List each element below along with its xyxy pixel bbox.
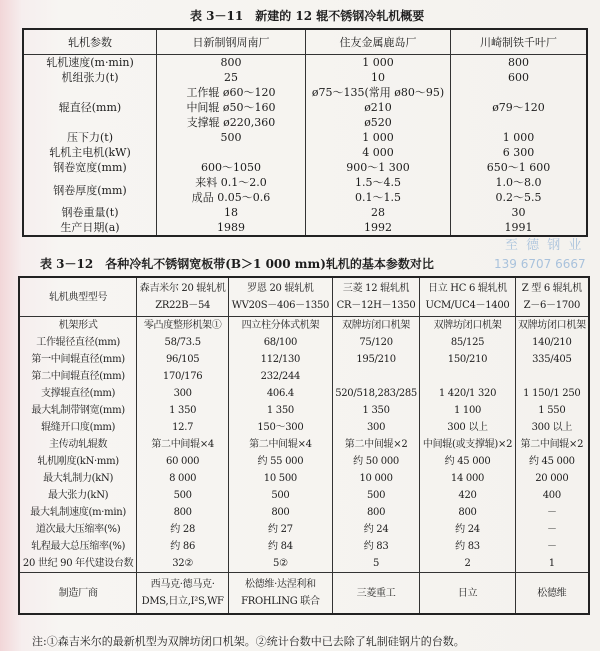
footnote: 注:①森吉米尔的最新机型为双牌坊闭口机架。②统计台数中已去除了轧制硅钢片的台数。 <box>32 635 465 648</box>
table-cell: 335/405 <box>515 351 589 368</box>
table-cell: 150～300 <box>229 419 333 436</box>
table-row <box>19 504 589 521</box>
cell-line: ø520 <box>364 116 392 129</box>
table-cell: 32② <box>137 555 229 573</box>
table-cell: 68/100 <box>229 334 333 351</box>
table-cell <box>332 368 420 385</box>
table-row <box>19 555 589 573</box>
row-label: 支撑辊直径(mm) <box>19 385 137 402</box>
table-cell: 150/210 <box>420 351 515 368</box>
table-cell: 195/210 <box>332 351 420 368</box>
table-row <box>19 521 589 538</box>
table-cell <box>306 130 451 145</box>
table-cell: 500 <box>332 487 420 504</box>
table-cell: 96/105 <box>137 351 229 368</box>
table-cell: 60 000 <box>137 453 229 470</box>
header-row <box>23 29 587 55</box>
table-cell <box>451 175 588 205</box>
table-cell: 第二中间辊×4 <box>137 436 229 453</box>
table-cell: 8 000 <box>137 470 229 487</box>
row-label <box>23 160 157 175</box>
row-label: 道次最大压缩率(%) <box>19 521 137 538</box>
table-row <box>19 453 589 470</box>
row-label: 轧机刚度(kN·mm) <box>19 453 137 470</box>
cell-line: 支撑辊 ø220,360 <box>186 116 276 129</box>
table-cell: 约 55 000 <box>229 453 333 470</box>
table-cell: 1 350 <box>229 402 333 419</box>
table-cell: 520/518,283/285 <box>332 385 420 402</box>
table-cell <box>306 85 451 130</box>
table-cell <box>157 145 306 160</box>
cell-line: 日立 <box>457 587 478 599</box>
table-cell: 300 以上 <box>515 419 589 436</box>
cell-line: 1.0～8.0 <box>495 176 542 189</box>
cell-line: CR－12H－1350 <box>336 300 416 311</box>
table-cell: 20 000 <box>515 470 589 487</box>
cell-line: 800 <box>220 56 242 69</box>
column-header: 轧机参数 <box>23 29 157 55</box>
table-cell: 58/73.5 <box>137 334 229 351</box>
table-cell: 第二中间辊×2 <box>332 436 420 453</box>
cell-line: 25 <box>224 71 238 84</box>
table-row <box>19 538 589 555</box>
table-cell: 85/125 <box>420 334 515 351</box>
table-cell <box>157 160 306 175</box>
table-cell <box>306 145 451 160</box>
table-row <box>23 85 587 130</box>
table-cell: 800 <box>420 504 515 521</box>
table-cell: 232/244 <box>229 368 333 385</box>
row-label <box>23 220 157 236</box>
table-row <box>19 402 589 419</box>
watermark-phone: 139 6707 6667 <box>494 257 586 271</box>
table-cell: 300 <box>137 385 229 402</box>
cell-line: 生产日期(a) <box>60 221 120 234</box>
table-cell <box>157 130 306 145</box>
table-cell: 5② <box>229 555 333 573</box>
table-cell <box>451 160 588 175</box>
cell-line: 6 300 <box>502 146 535 159</box>
row-label: 最大轧制速度(m·min) <box>19 504 137 521</box>
cell-line: 工作辊 ø60～120 <box>186 86 276 99</box>
watermark-text: 至 德 钢 业 <box>505 238 584 253</box>
table-row <box>19 470 589 487</box>
table-cell: 1 100 <box>420 402 515 419</box>
cell-line: 轧机主电机(kW) <box>49 146 131 159</box>
cell-line: 30 <box>511 206 526 219</box>
table-cell <box>420 368 515 385</box>
table-cell: － <box>515 521 589 538</box>
table-3-11 <box>22 28 588 237</box>
row-label <box>23 130 157 145</box>
row-label <box>23 85 157 130</box>
table-row <box>19 334 589 351</box>
table-row <box>23 130 587 145</box>
row-label: 最大轧制带钢宽(mm) <box>19 402 137 419</box>
table-cell: 约 86 <box>137 538 229 555</box>
table-row <box>23 70 587 85</box>
table-row <box>19 487 589 504</box>
row-label <box>23 175 157 205</box>
table-cell <box>451 70 588 85</box>
row-label: 工作辊径直径(mm) <box>19 334 137 351</box>
table-cell: 1 350 <box>137 402 229 419</box>
cell-line: 中间辊 ø50～160 <box>186 101 276 114</box>
cell-line: UCM/UC4－1400 <box>425 300 510 311</box>
table-row <box>19 351 589 368</box>
table-cell: 14 000 <box>420 470 515 487</box>
table-cell <box>157 175 306 205</box>
row-label <box>23 55 157 71</box>
table-cell <box>157 220 306 236</box>
cell-line: 4 000 <box>362 146 394 159</box>
cell-line: 650～1 600 <box>486 161 551 174</box>
table-cell: 1 420/1 320 <box>420 385 515 402</box>
table-cell: 约 50 000 <box>332 453 420 470</box>
table-cell: 约 83 <box>332 538 420 555</box>
table-row <box>23 205 587 220</box>
table-cell: 800 <box>229 504 333 521</box>
row-label <box>19 573 137 615</box>
cell-line: 日立 HC 6 辊轧机 <box>428 283 507 294</box>
table-cell <box>451 145 588 160</box>
table-3-12 <box>18 276 590 615</box>
cell-line: 松德维 <box>537 587 567 599</box>
row-label: 第二中间辊直径(mm) <box>19 368 137 385</box>
cell-line: 辊直径(mm) <box>58 101 122 114</box>
table-row <box>19 419 589 436</box>
row-label: 最大张力(kN) <box>19 487 137 504</box>
row-label: 第一中间辊直径(mm) <box>19 351 137 368</box>
table-cell <box>332 573 420 615</box>
cell-line: 制造厂商 <box>58 587 98 599</box>
cell-line: 1989 <box>217 221 245 234</box>
table-cell <box>157 70 306 85</box>
table-cell <box>137 573 229 615</box>
cell-line: DMS,日立,I²S,WF <box>141 596 224 607</box>
row-label: 20 世纪 90 年代建设台数 <box>19 555 137 573</box>
column-header: 住友金属鹿岛厂 <box>306 29 451 55</box>
table-cell: 零凸度整形机架① <box>137 317 229 335</box>
row-label: 最大轧制力(kN) <box>19 470 137 487</box>
table-cell <box>451 130 588 145</box>
cell-line: 钢卷厚度(mm) <box>53 183 127 197</box>
table-cell: 约 24 <box>420 521 515 538</box>
cell-line: ø210 <box>364 101 392 114</box>
cell-line: 500 <box>220 131 242 144</box>
table-cell: 双牌坊闭口机架 <box>420 317 515 335</box>
row-label: 辊缝开口度(mm) <box>19 419 137 436</box>
table-cell <box>515 368 589 385</box>
column-header <box>420 277 515 317</box>
table-cell <box>157 205 306 220</box>
table-cell: 1 150/1 250 <box>515 385 589 402</box>
table-cell: 140/210 <box>515 334 589 351</box>
table-row <box>23 220 587 236</box>
table-cell: 约 45 000 <box>420 453 515 470</box>
table-row <box>19 368 589 385</box>
row-label: 机架形式 <box>19 317 137 335</box>
table-cell <box>306 205 451 220</box>
row-label <box>23 205 157 220</box>
table-row <box>23 55 587 71</box>
table-cell: 第二中间辊×2 <box>515 436 589 453</box>
table-cell <box>451 55 588 71</box>
cell-line: 600～1050 <box>201 161 261 174</box>
table-cell <box>157 85 306 130</box>
table-row <box>19 317 589 335</box>
table-cell: 1 350 <box>332 402 420 419</box>
table-cell <box>229 573 333 615</box>
cell-line: ZR22B－54 <box>155 300 211 311</box>
table-cell: 双牌坊闭口机架 <box>332 317 420 335</box>
table-cell: 500 <box>137 487 229 504</box>
cell-line: 西马克·德马克· <box>150 579 215 590</box>
cell-line: 来料 0.1～2.0 <box>195 176 267 189</box>
cell-line: 0.1～1.5 <box>355 191 401 204</box>
table-cell: 第二中间辊×4 <box>229 436 333 453</box>
table-cell: 112/130 <box>229 351 333 368</box>
cell-line: 600 <box>508 71 529 84</box>
table-cell: － <box>515 538 589 555</box>
table-cell <box>451 85 588 130</box>
table-cell <box>451 220 588 236</box>
manufacturer-row <box>19 573 589 615</box>
cell-line: Z－6－1700 <box>523 300 581 311</box>
table-cell: 约 27 <box>229 521 333 538</box>
cell-line: 1 000 <box>502 131 535 144</box>
table-cell: 170/176 <box>137 368 229 385</box>
table-cell <box>420 573 515 615</box>
cell-line: 900～1 300 <box>346 161 410 174</box>
cell-line: 1991 <box>504 221 533 234</box>
column-header: 川崎制铁千叶厂 <box>451 29 588 55</box>
header-row <box>19 277 589 317</box>
table-cell: 1 550 <box>515 402 589 419</box>
table-cell: 800 <box>332 504 420 521</box>
table-cell <box>451 205 588 220</box>
table-cell: 约 83 <box>420 538 515 555</box>
table-cell: 500 <box>229 487 333 504</box>
cell-line: 机组张力(t) <box>61 71 119 84</box>
row-label <box>23 145 157 160</box>
table-cell <box>157 55 306 71</box>
cell-line: WV20S－406－1350 <box>231 300 330 311</box>
table-row <box>19 436 589 453</box>
cell-line: 松德维·达涅利和 <box>245 579 316 590</box>
column-header <box>515 277 589 317</box>
table-cell: 中间辊(或支撑辊)×2 <box>420 436 515 453</box>
cell-line: 1992 <box>364 221 392 234</box>
table-cell: 420 <box>420 487 515 504</box>
cell-line: 三菱 12 辊轧机 <box>342 283 410 294</box>
row-label: 轧程最大总压缩率(%) <box>19 538 137 555</box>
cell-line: 28 <box>371 206 385 219</box>
table-cell: － <box>515 504 589 521</box>
table-cell <box>306 160 451 175</box>
cell-line: 罗恩 20 辊轧机 <box>247 283 314 294</box>
table-cell <box>306 175 451 205</box>
row-label: 主传动轧辊数 <box>19 436 137 453</box>
table-3-11-title: 表 3－11 新建的 12 辊不锈钢冷轧机概要 <box>190 9 425 23</box>
table-cell: 10 500 <box>229 470 333 487</box>
table-cell: 300 以上 <box>420 419 515 436</box>
cell-line: 钢卷重量(t) <box>61 206 119 219</box>
column-header <box>229 277 333 317</box>
table-cell <box>515 573 589 615</box>
cell-line: 钢卷宽度(mm) <box>53 161 127 174</box>
table-cell: 5 <box>332 555 420 573</box>
table-cell: 2 <box>420 555 515 573</box>
table-cell <box>306 220 451 236</box>
table-cell: 800 <box>137 504 229 521</box>
table-row <box>23 160 587 175</box>
column-header <box>19 277 137 317</box>
table-row <box>23 175 587 205</box>
cell-line: Z 型 6 辊轧机 <box>521 283 582 294</box>
table-cell: 10 000 <box>332 470 420 487</box>
table-cell: 约 24 <box>332 521 420 538</box>
column-header <box>332 277 420 317</box>
column-header <box>137 277 229 317</box>
table-row <box>19 385 589 402</box>
table-cell: 12.7 <box>137 419 229 436</box>
cell-line: 成品 0.05～0.6 <box>191 191 271 204</box>
table-cell: 400 <box>515 487 589 504</box>
cell-line: 10 <box>371 71 385 84</box>
cell-line: 18 <box>224 206 238 219</box>
cell-line: 三菱重工 <box>356 587 396 599</box>
cell-line: 轧机典型型号 <box>49 291 108 303</box>
table-row <box>23 145 587 160</box>
column-header: 日新制钢周南厂 <box>157 29 306 55</box>
table-cell: 1 <box>515 555 589 573</box>
row-label <box>23 70 157 85</box>
cell-line: 1 000 <box>362 56 394 69</box>
cell-line: 轧机速度(m·min) <box>46 56 134 69</box>
cell-line: 0.2～5.5 <box>495 191 542 204</box>
table-cell: 约 28 <box>137 521 229 538</box>
table-cell: 约 45 000 <box>515 453 589 470</box>
cell-line: 1 000 <box>362 131 394 144</box>
cell-line: 800 <box>508 56 529 69</box>
table-cell: 四立柱分体式机架 <box>229 317 333 335</box>
cell-line: 1.5～4.5 <box>355 176 401 189</box>
cell-line: 压下力(t) <box>66 131 113 144</box>
table-cell: 约 84 <box>229 538 333 555</box>
cell-line: FROHLING 联合 <box>241 596 320 607</box>
table-cell: 75/120 <box>332 334 420 351</box>
table-3-12-title: 表 3－12 各种冷轧不锈钢宽板带(B＞1 000 mm)轧机的基本参数对比 <box>40 257 434 271</box>
cell-line: ø79～120 <box>492 101 545 114</box>
table-cell <box>306 70 451 85</box>
table-cell: 406.4 <box>229 385 333 402</box>
table-cell: 双牌坊闭口机架 <box>515 317 589 335</box>
table-cell: 300 <box>332 419 420 436</box>
cell-line: ø75～135(常用 ø80～95) <box>311 86 445 99</box>
cell-line: 森吉米尔 20 辊轧机 <box>139 283 226 294</box>
table-cell <box>306 55 451 71</box>
